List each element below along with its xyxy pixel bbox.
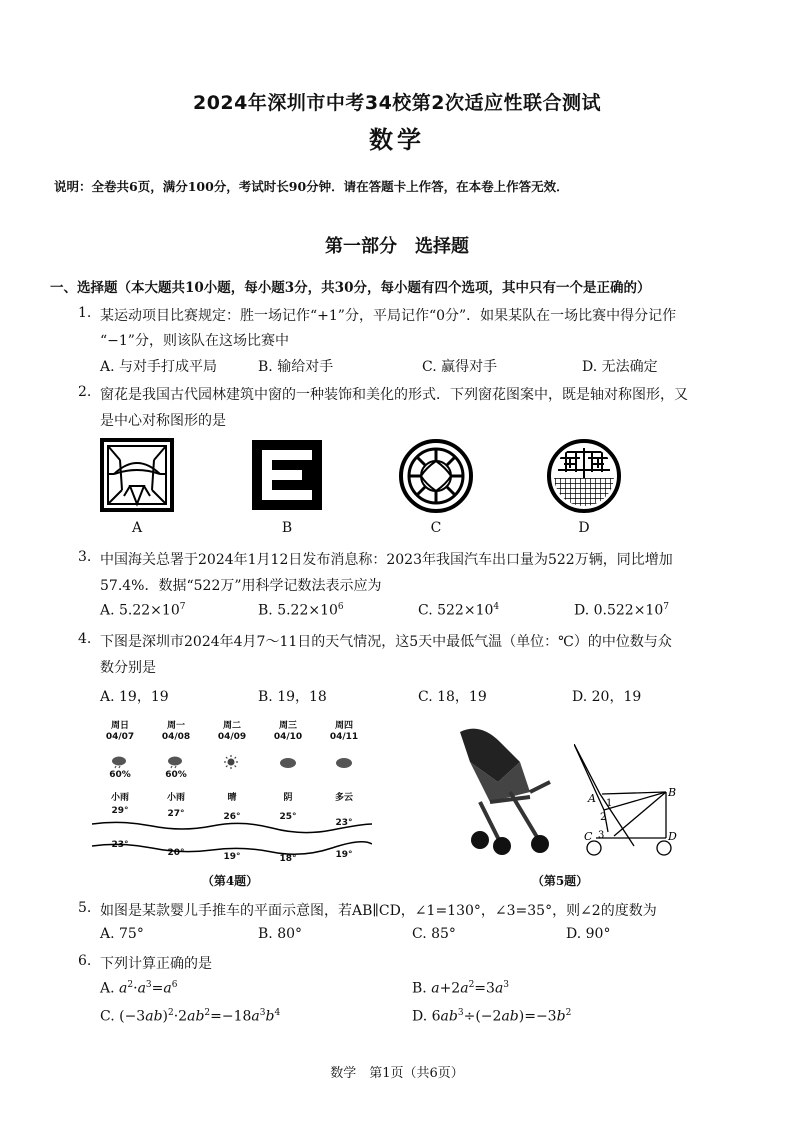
weather-date-label: 04/07 bbox=[105, 732, 135, 742]
weather-low-temp: 18° bbox=[279, 854, 297, 864]
exam-title: 2024年深圳市中考34校第2次适应性联合测试 bbox=[192, 92, 602, 114]
q2-text-line1: 窗花是我国古代园林建筑中窗的一种装饰和美化的形式．下列窗花图案中，既是轴对称图形，又 bbox=[100, 387, 688, 403]
q5-option-a: A. 75° bbox=[100, 926, 144, 942]
q6-number: 6. bbox=[78, 953, 92, 969]
page-footer: 数学 第1页（共6页） bbox=[330, 1066, 464, 1081]
q2-text-line2: 是中心对称图形的是 bbox=[100, 413, 226, 429]
point-b-label: B bbox=[668, 786, 677, 799]
q2-label-d: D bbox=[578, 520, 590, 536]
q1-text-line2: “−1”分，则该队在这场比赛中 bbox=[100, 333, 289, 349]
q4-option-a: A. 19，19 bbox=[100, 689, 169, 705]
q2-label-c: C bbox=[430, 520, 442, 536]
q1-option-d: D. 无法确定 bbox=[582, 359, 658, 375]
weather-low-temp: 20° bbox=[167, 848, 185, 858]
weather-low-temp: 19° bbox=[335, 850, 353, 860]
weather-forecast bbox=[92, 716, 372, 866]
stroller-photo bbox=[450, 722, 560, 866]
weather-high-temp: 23° bbox=[335, 818, 353, 828]
q5-figure-caption: （第5题） bbox=[531, 874, 589, 888]
weather-date-label: 04/10 bbox=[273, 732, 303, 742]
q2-number: 2. bbox=[78, 384, 92, 400]
q1-number: 1. bbox=[78, 305, 92, 321]
q4-option-d: D. 20，19 bbox=[572, 689, 642, 705]
q1-option-a: A. 与对手打成平局 bbox=[100, 359, 218, 375]
q5-number: 5. bbox=[78, 900, 92, 916]
temperature-lines bbox=[92, 816, 372, 866]
q1-option-b: B. 输给对手 bbox=[258, 359, 334, 375]
cloud-icon bbox=[335, 754, 353, 773]
q3-text-line2: 57.4%．数据“522万”用科学记数法表示应为 bbox=[100, 578, 382, 594]
cloud-icon bbox=[279, 754, 297, 773]
q3-text-line1: 中国海关总署于2024年1月12日发布消息称：2023年我国汽车出口量为522万辆，同比增加 bbox=[100, 552, 673, 568]
q4-option-b: B. 19，18 bbox=[258, 689, 327, 705]
sun-icon bbox=[223, 754, 239, 774]
section-heading: 一、选择题（本大题共10小题，每小题3分，共30分，每小题有四个选项，其中只有一个是正确的） bbox=[50, 280, 651, 296]
q1-option-c: C. 赢得对手 bbox=[422, 359, 498, 375]
weather-rain-chance: 60% bbox=[165, 770, 187, 780]
q2-label-a: A bbox=[131, 520, 143, 536]
weather-day-label: 周日 bbox=[110, 721, 129, 731]
weather-high-temp: 26° bbox=[223, 812, 241, 822]
q3-option-c: C. $522\times 10^4$ bbox=[418, 602, 500, 619]
q3-number: 3. bbox=[78, 549, 92, 565]
q6-option-c: C. $(-3ab)^2\cdot 2ab^2=-18a^3b^4$ bbox=[100, 1008, 281, 1025]
angle-1-label: 1 bbox=[606, 798, 613, 809]
weather-condition-label: 多云 bbox=[334, 793, 353, 803]
weather-high-temp: 25° bbox=[279, 812, 297, 822]
angle-3-label: 3 bbox=[598, 830, 605, 841]
weather-day-label: 周四 bbox=[334, 721, 353, 731]
q3-option-a: A. $5.22\times 10^7$ bbox=[100, 602, 186, 619]
q4-text-line2: 数分别是 bbox=[100, 660, 156, 676]
q6-text-line1: 下列计算正确的是 bbox=[100, 956, 212, 972]
stroller-diagram bbox=[574, 744, 684, 868]
weather-high-temp: 29° bbox=[111, 806, 129, 816]
weather-high-temp: 27° bbox=[167, 809, 185, 819]
q6-option-a: A. $a^2\cdot a^3=a^6$ bbox=[100, 980, 178, 997]
q3-option-d: D. $0.522\times 10^7$ bbox=[574, 602, 669, 619]
weather-condition-label: 晴 bbox=[227, 793, 237, 803]
q5-option-c: C. 85° bbox=[412, 926, 456, 942]
q4-number: 4. bbox=[78, 631, 92, 647]
q6-option-b: B. $a+2a^2=3a^3$ bbox=[412, 980, 510, 997]
weather-day-label: 周二 bbox=[222, 721, 241, 731]
window-pattern-d bbox=[546, 438, 622, 514]
instructions-note: 说明：全卷共6页，满分100分，考试时长90分钟．请在答题卡上作答，在本卷上作答无效． bbox=[54, 179, 569, 194]
point-c-label: C bbox=[584, 830, 593, 843]
weather-date-label: 04/09 bbox=[217, 732, 247, 742]
point-d-label: D bbox=[668, 830, 677, 843]
weather-rain-chance: 60% bbox=[109, 770, 131, 780]
window-pattern-a bbox=[100, 438, 174, 512]
q2-label-b: B bbox=[281, 520, 293, 536]
q5-option-d: D. 90° bbox=[566, 926, 611, 942]
q1-text-line1: 某运动项目比赛规定：胜一场记作“+1”分，平局记作“0分”．如果某队在一场比赛中得分记作 bbox=[100, 308, 677, 324]
part-title: 第一部分 选择题 bbox=[325, 236, 469, 257]
weather-condition-label: 小雨 bbox=[110, 793, 129, 803]
q6-option-d: D. $6ab^3\div(-2ab)=-3b^2$ bbox=[412, 1008, 572, 1025]
angle-2-label: 2 bbox=[600, 812, 607, 823]
weather-date-label: 04/08 bbox=[161, 732, 191, 742]
weather-low-temp: 19° bbox=[223, 852, 241, 862]
weather-day-label: 周一 bbox=[166, 721, 185, 731]
weather-condition-label: 阴 bbox=[283, 793, 293, 803]
weather-low-temp: 23° bbox=[111, 840, 129, 850]
q4-option-c: C. 18，19 bbox=[418, 689, 487, 705]
weather-day-label: 周三 bbox=[278, 721, 297, 731]
q4-text-line1: 下图是深圳市2024年4月7～11日的天气情况，这5天中最低气温（单位：℃）的中位数与众 bbox=[100, 634, 672, 650]
q5-option-b: B. 80° bbox=[258, 926, 303, 942]
window-pattern-c bbox=[398, 438, 474, 514]
q3-option-b: B. $5.22\times 10^6$ bbox=[258, 602, 344, 619]
q4-figure-caption: （第4题） bbox=[201, 874, 259, 888]
subject-title: 数学 bbox=[369, 125, 425, 154]
weather-date-label: 04/11 bbox=[329, 732, 359, 742]
point-a-label: A bbox=[588, 792, 596, 805]
window-pattern-b bbox=[250, 438, 324, 512]
q5-text-line1: 如图是某款婴儿手推车的平面示意图，若AB∥CD，∠1=130°，∠3=35°，则∠2的度数为 bbox=[100, 903, 657, 919]
weather-condition-label: 小雨 bbox=[166, 793, 185, 803]
